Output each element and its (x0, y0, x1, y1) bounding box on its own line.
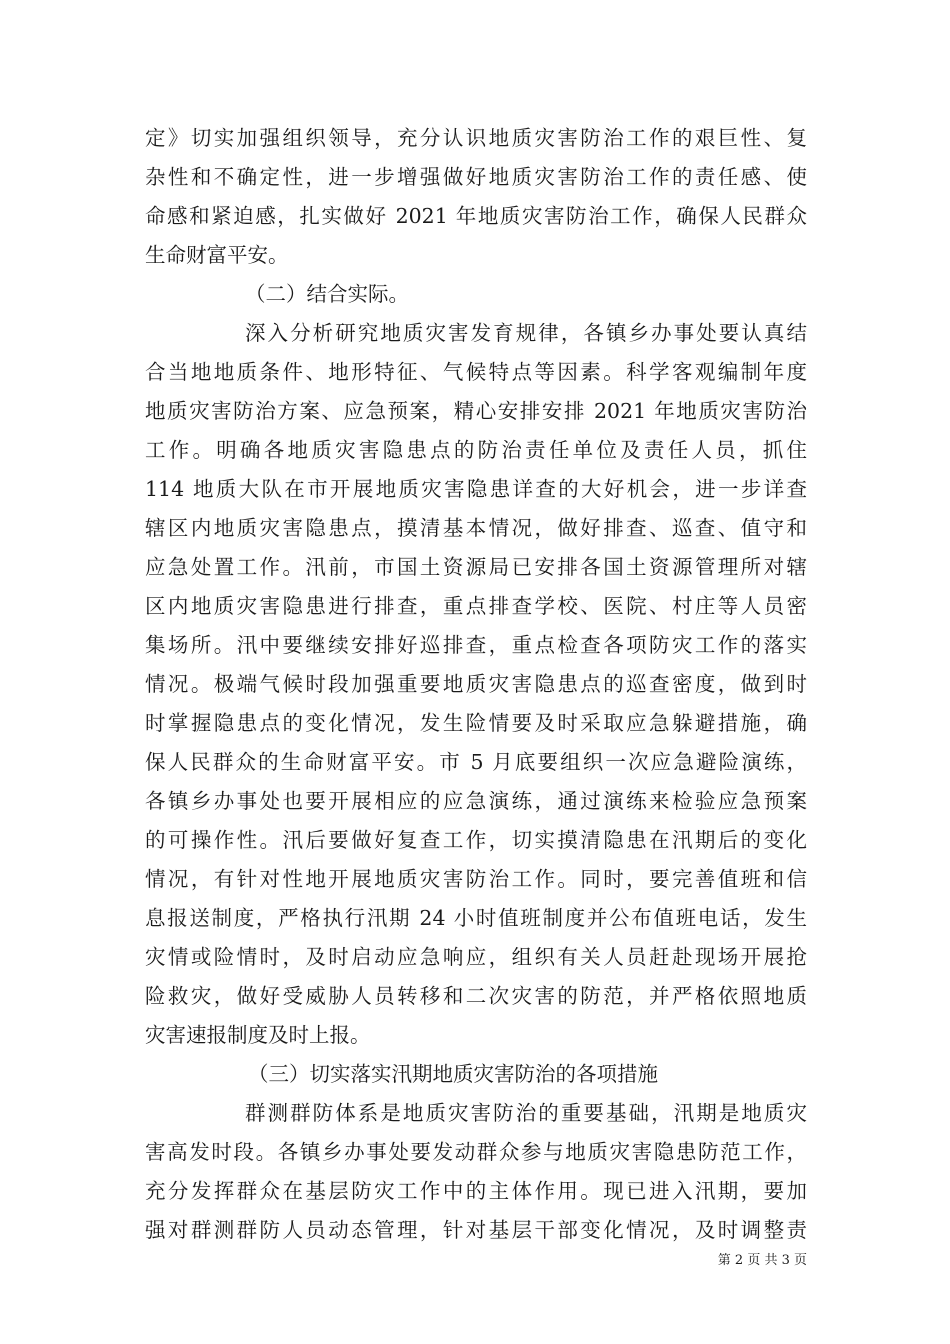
text-line: 害高发时段。各镇乡办事处要发动群众参与地质灾害隐患防范工作， (145, 1140, 807, 1164)
text-line: 合当地地质条件、地形特征、气候特点等因素。科学客观编制年度 (145, 360, 807, 384)
text-line: 情况。极端气候时段加强重要地质灾害隐患点的巡查密度，做到时 (145, 672, 807, 696)
text-line: 息报送制度，严格执行汛期 24 小时值班制度并公布值班电话，发生 (145, 906, 807, 930)
text-line: 时掌握隐患点的变化情况，发生险情要及时采取应急躲避措施，确 (145, 711, 807, 735)
text-line: 杂性和不确定性，进一步增强做好地质灾害防治工作的责任感、使 (145, 165, 807, 189)
text-line: 区内地质灾害隐患进行排查，重点排查学校、医院、村庄等人员密 (145, 594, 807, 618)
text-line: 工作。明确各地质灾害隐患点的防治责任单位及责任人员，抓住 (145, 438, 807, 462)
text-line: 保人民群众的生命财富平安。市 5 月底要组织一次应急避险演练， (145, 750, 807, 774)
text-line: 定》切实加强组织领导，充分认识地质灾害防治工作的艰巨性、复 (145, 126, 807, 150)
text-line: 各镇乡办事处也要开展相应的应急演练，通过演练来检验应急预案 (145, 789, 807, 813)
text-line: 灾情或险情时，及时启动应急响应，组织有关人员赶赴现场开展抢 (145, 945, 807, 969)
text-line: 险救灾，做好受威胁人员转移和二次灾害的防范，并严格依照地质 (145, 984, 807, 1008)
text-line: 命感和紧迫感，扎实做好 2021 年地质灾害防治工作，确保人民群众 (145, 204, 807, 228)
text-line: 生命财富平安。 (145, 243, 289, 267)
text-line: 应急处置工作。汛前，市国土资源局已安排各国土资源管理所对辖 (145, 555, 807, 579)
text-line: 灾害速报制度及时上报。 (145, 1023, 371, 1047)
text-line: 充分发挥群众在基层防灾工作中的主体作用。现已进入汛期，要加 (145, 1179, 807, 1203)
section-heading: （二）结合实际。 (245, 282, 409, 306)
text-line: 辖区内地质灾害隐患点，摸清基本情况，做好排查、巡查、值守和 (145, 516, 807, 540)
text-line: 的可操作性。汛后要做好复查工作，切实摸清隐患在汛期后的变化 (145, 828, 807, 852)
text-line: 深入分析研究地质灾害发育规律，各镇乡办事处要认真结 (245, 321, 807, 345)
text-line: 情况，有针对性地开展地质灾害防治工作。同时，要完善值班和信 (145, 867, 807, 891)
section-heading: （三）切实落实汛期地质灾害防治的各项措施 (248, 1062, 658, 1086)
text-line: 114 地质大队在市开展地质灾害隐患详查的大好机会，进一步详查 (145, 477, 807, 501)
text-line: 地质灾害防治方案、应急预案，精心安排安排 2021 年地质灾害防治 (145, 399, 807, 423)
text-line: 集场所。汛中要继续安排好巡排查，重点检查各项防灾工作的落实 (145, 633, 807, 657)
text-line: 强对群测群防人员动态管理，针对基层干部变化情况，及时调整责 (145, 1218, 807, 1242)
page-number: 第 2 页 共 3 页 (717, 1253, 807, 1268)
text-line: 群测群防体系是地质灾害防治的重要基础，汛期是地质灾 (245, 1101, 807, 1125)
